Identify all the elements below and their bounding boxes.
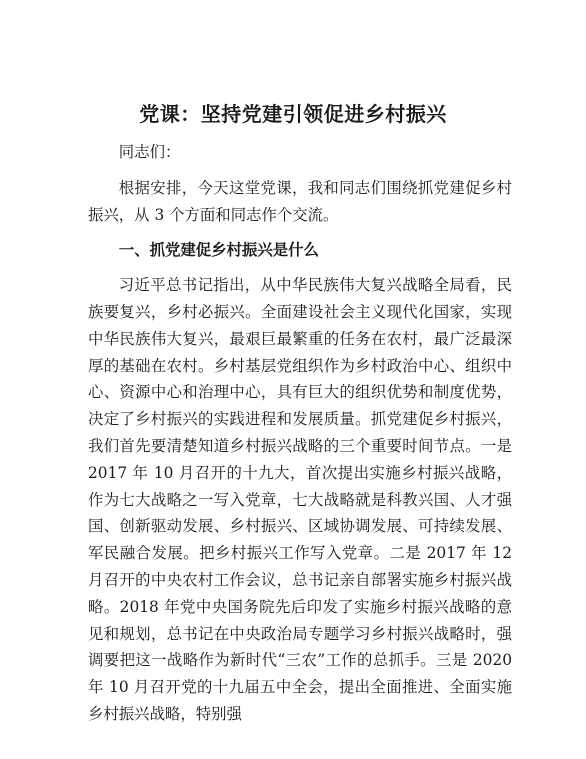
intro-paragraph: 根据安排，今天这堂党课，我和同志们围绕抓党建促乡村振兴，从 3 个方面和同志作个交流。 — [88, 178, 512, 224]
section-paragraph: 习近平总书记指出，从中华民族伟大复兴战略全局看，民族要复兴，乡村必振兴。全面建设社会主义现代化国家，实现中华民族伟大复兴，最艰巨最繁重的任务在农村，最广泛最深厚的基础在农村。乡村基层党组织作为乡村政治中心、组织中心、资源中心和治理中心，具有巨大的组织优势和制度优势，决定了乡村振兴的实践进程和发展质量。抓党建促乡村振兴，我们首先要清楚知道乡村振兴战略的三个重要时间节点。一是 2017 年 10 月召开的十九大，首次提出实施乡村振兴战略，作为七大战略之一写入党章，七大战略就是科教兴国、人才强国、创新驱动发展、乡村振兴、区域协调发展、可持续发展、军民融合发展。把乡村振兴工作写入党章。二是 2017 年 12 月召开的中央农村工作会议，总书记亲自部署实施乡村振兴战略。2018 年党中央国务院先后印发了实施乡村振兴战略的意见和规划，总书记在中央政治局专题学习乡村振兴战略时，强调要把这一战略作为新时代“三农”工作的总抓手。三是 2020 年 10 月召开党的十九届五中全会，提出全面推进、全面实施乡村振兴战略，特别强 — [88, 276, 512, 723]
document-body — [88, 139, 512, 728]
salutation: 同志们： — [118, 143, 181, 161]
section-heading: 一、抓党建促乡村振兴是什么 — [118, 241, 319, 260]
document-title: 党课：坚持党建引领促进乡村振兴 — [139, 102, 447, 126]
